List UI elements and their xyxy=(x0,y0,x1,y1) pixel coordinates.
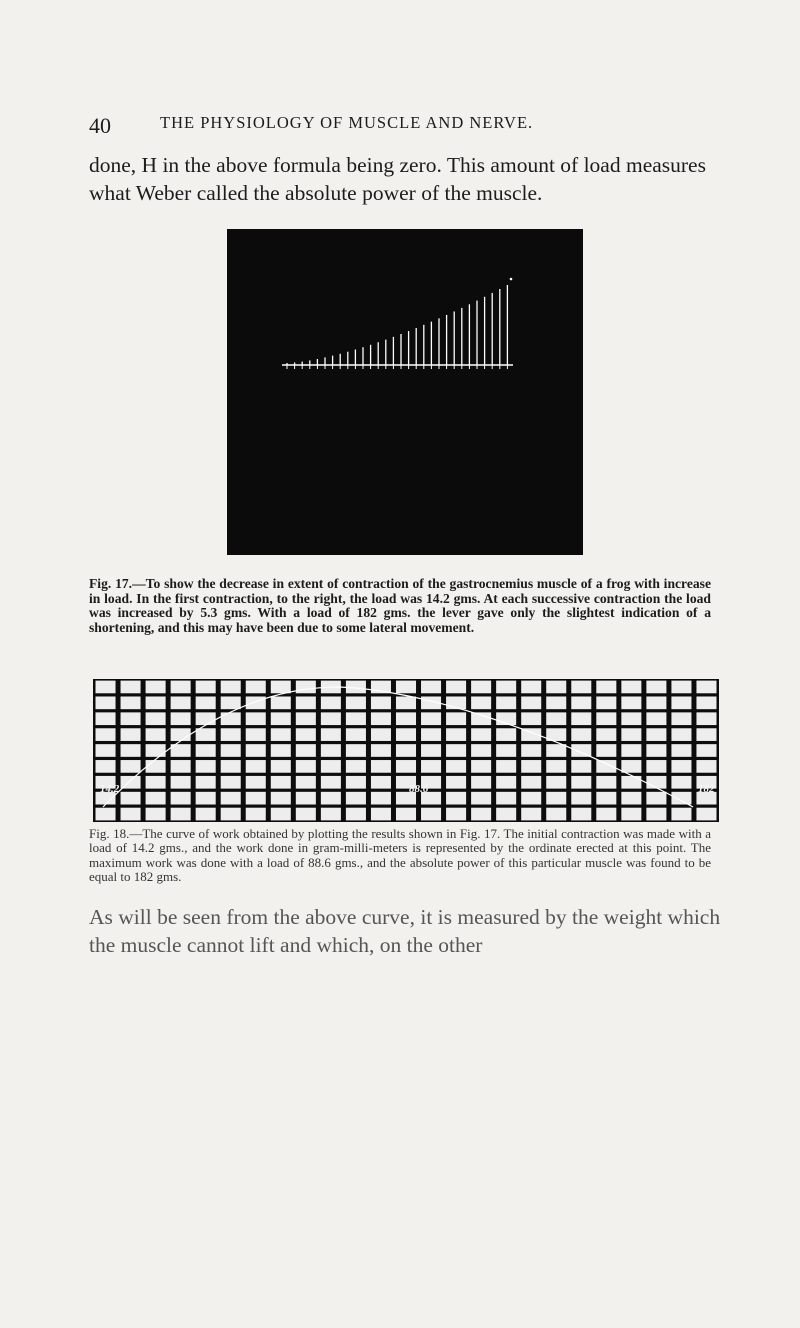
grid-cell xyxy=(396,744,416,757)
grid-cell xyxy=(696,712,716,725)
grid-cell xyxy=(621,760,641,773)
grid-cell xyxy=(196,728,216,741)
grid-cell xyxy=(346,744,366,757)
grid-cell xyxy=(496,808,516,821)
grid-cell xyxy=(596,744,616,757)
grid-cell xyxy=(196,712,216,725)
grid-cell xyxy=(571,760,591,773)
grid-cell xyxy=(146,792,166,805)
grid-cell xyxy=(221,728,241,741)
figure-17-plate xyxy=(227,229,583,555)
grid-cell xyxy=(446,728,466,741)
grid-cell xyxy=(671,728,691,741)
grid-cell xyxy=(596,808,616,821)
grid-cell xyxy=(221,696,241,709)
grid-cell xyxy=(421,728,441,741)
grid-cell xyxy=(271,776,291,789)
grid-cell xyxy=(421,744,441,757)
grid-cell xyxy=(296,728,316,741)
grid-cell xyxy=(546,760,566,773)
grid-cell xyxy=(321,712,341,725)
grid-cell xyxy=(396,681,416,694)
grid-cell xyxy=(296,696,316,709)
grid-cell xyxy=(671,712,691,725)
grid-cell xyxy=(271,792,291,805)
grid-cell xyxy=(371,744,391,757)
grid-cell xyxy=(621,681,641,694)
grid-cell xyxy=(521,744,541,757)
grid-cell xyxy=(146,760,166,773)
grid-cell xyxy=(371,808,391,821)
grid-cell xyxy=(571,681,591,694)
grid-cell xyxy=(196,681,216,694)
grid-cell xyxy=(346,776,366,789)
speck xyxy=(510,278,513,281)
grid-cell xyxy=(271,696,291,709)
grid-cell xyxy=(521,776,541,789)
grid-cell xyxy=(271,712,291,725)
grid-cell xyxy=(471,712,491,725)
grid-cell xyxy=(621,728,641,741)
grid-cell xyxy=(371,696,391,709)
grid-cell xyxy=(621,792,641,805)
grid-cell xyxy=(496,728,516,741)
grid-cell xyxy=(146,808,166,821)
grid-cell xyxy=(271,760,291,773)
grid-cell xyxy=(596,728,616,741)
grid-cell xyxy=(196,760,216,773)
body-paragraph: done, H in the above formula being zero. This amount of load measures what Weber called the absolute power of the muscle. xyxy=(89,153,706,205)
grid-cell xyxy=(221,776,241,789)
grid-cell xyxy=(96,696,116,709)
grid-cell xyxy=(446,760,466,773)
grid-cell xyxy=(646,681,666,694)
grid-cell xyxy=(396,728,416,741)
page-number: 40 xyxy=(89,113,111,138)
grid-cell xyxy=(96,712,116,725)
grid-cell xyxy=(321,744,341,757)
grid-cell xyxy=(121,792,141,805)
grid-cell xyxy=(621,712,641,725)
grid-cell xyxy=(246,696,266,709)
grid-cell xyxy=(96,760,116,773)
grid-cell xyxy=(546,696,566,709)
grid-cell xyxy=(546,808,566,821)
grid-cell xyxy=(421,808,441,821)
grid-cell xyxy=(221,681,241,694)
grid-cell xyxy=(171,792,191,805)
grid-cell xyxy=(496,744,516,757)
grid-cell xyxy=(121,760,141,773)
grid-cell xyxy=(221,792,241,805)
grid-cell xyxy=(521,808,541,821)
grid-cell xyxy=(521,712,541,725)
grid-cell xyxy=(171,696,191,709)
grid-cell xyxy=(621,696,641,709)
grid-cell xyxy=(496,760,516,773)
grid-cell xyxy=(696,744,716,757)
grid-cell xyxy=(196,808,216,821)
grid-cell xyxy=(246,776,266,789)
grid-cell xyxy=(646,808,666,821)
grid-cell xyxy=(371,728,391,741)
grid-cell xyxy=(621,744,641,757)
grid-cell xyxy=(571,792,591,805)
grid-cell xyxy=(271,808,291,821)
grid-cell xyxy=(521,681,541,694)
grid-cell xyxy=(446,776,466,789)
grid-cell xyxy=(671,696,691,709)
body-paragraph: As will be seen from the above curve, it is measured by the weight which the muscle cannot lift and which, on the other xyxy=(89,905,721,957)
grid-cell xyxy=(396,808,416,821)
grid-cell xyxy=(521,760,541,773)
grid-cell xyxy=(346,808,366,821)
grid-cell xyxy=(321,728,341,741)
grid-cell xyxy=(646,712,666,725)
grid-cell xyxy=(446,744,466,757)
axis-label-left: 14.2 xyxy=(100,783,120,795)
grid-cell xyxy=(196,696,216,709)
grid-cell xyxy=(371,776,391,789)
grid-cell xyxy=(646,776,666,789)
grid-cell xyxy=(296,776,316,789)
grid-cell xyxy=(421,760,441,773)
grid-cell xyxy=(296,744,316,757)
grid-cell xyxy=(121,712,141,725)
grid-cell xyxy=(546,744,566,757)
grid-cell xyxy=(546,681,566,694)
grid-cell xyxy=(96,744,116,757)
grid-cell xyxy=(596,792,616,805)
grid-cell xyxy=(171,728,191,741)
grid-cell xyxy=(621,776,641,789)
grid-cell xyxy=(296,712,316,725)
grid-cell xyxy=(271,728,291,741)
grid-cell xyxy=(321,760,341,773)
grid-cell xyxy=(571,744,591,757)
figure-18-caption: Fig. 18.—The curve of work obtained by plotting the results shown in Fig. 17. The initial contraction was made with a load of 14.2 gms., and the work done in gram-milli-meters is represented by the ordinate erected at this point. The maximum work was done with a load of 88.6 gms., and the absolute power of this particular muscle was found to be equal to 182 gms. xyxy=(89,826,711,885)
grid-cell xyxy=(696,760,716,773)
grid-cell xyxy=(546,776,566,789)
grid-cell xyxy=(496,681,516,694)
grid-cell xyxy=(446,712,466,725)
grid-cell xyxy=(471,696,491,709)
grid-cell xyxy=(171,760,191,773)
grid-cell xyxy=(646,728,666,741)
grid-cell xyxy=(321,792,341,805)
grid-cell xyxy=(296,760,316,773)
grid-cell xyxy=(321,808,341,821)
grid-cell xyxy=(696,696,716,709)
grid-cell xyxy=(296,681,316,694)
grid-cell xyxy=(121,744,141,757)
grid-cell xyxy=(371,760,391,773)
grid-cell xyxy=(146,681,166,694)
grid-cell xyxy=(596,681,616,694)
grid-cell xyxy=(696,728,716,741)
grid-cell xyxy=(246,808,266,821)
grid-cell xyxy=(571,712,591,725)
grid-cell xyxy=(246,728,266,741)
grid-cell xyxy=(671,776,691,789)
grid-cell xyxy=(596,776,616,789)
figure-17-caption: Fig. 17.—To show the decrease in extent of contraction of the gastrocnemius muscle of a frog with increase in load. In the first contraction, to the right, the load was 14.2 gms. At each successive contraction the load was increased by 5.3 gms. With a load of 182 gms. the lever gave only the slightest indication of a shortening, and this may have been due to some lateral movement. xyxy=(89,576,711,635)
grid-cell xyxy=(471,776,491,789)
grid-cell xyxy=(221,808,241,821)
grid-cell xyxy=(596,712,616,725)
grid-cell xyxy=(271,681,291,694)
grid-cell xyxy=(396,712,416,725)
grid-cell xyxy=(296,792,316,805)
grid-cell xyxy=(496,696,516,709)
grid-cell xyxy=(621,808,641,821)
grid-cell xyxy=(671,792,691,805)
grid-cell xyxy=(671,744,691,757)
grid-cell xyxy=(121,808,141,821)
grid-cell xyxy=(421,712,441,725)
grid-cell xyxy=(196,792,216,805)
figure-17-myogram xyxy=(227,229,583,555)
grid-cell xyxy=(446,792,466,805)
grid-cell xyxy=(571,696,591,709)
grid-cell xyxy=(246,760,266,773)
grid-cell xyxy=(96,681,116,694)
grid-cell xyxy=(246,712,266,725)
grid-cell xyxy=(321,696,341,709)
grid-cell xyxy=(646,760,666,773)
axis-label-middle: 88.6 xyxy=(409,783,429,795)
grid-cell xyxy=(346,712,366,725)
grid-cell xyxy=(571,728,591,741)
figure-18-work-curve xyxy=(93,679,719,822)
grid-cell xyxy=(346,728,366,741)
grid-cell xyxy=(446,808,466,821)
grid-cell xyxy=(396,696,416,709)
grid-cell xyxy=(121,681,141,694)
grid-cell xyxy=(371,712,391,725)
grid-cell xyxy=(471,808,491,821)
grid-cell xyxy=(346,760,366,773)
grid-cell xyxy=(121,728,141,741)
grid-cell xyxy=(171,776,191,789)
grid-cell xyxy=(121,696,141,709)
running-header: THE PHYSIOLOGY OF MUSCLE AND NERVE. xyxy=(160,113,534,132)
grid-cell xyxy=(321,776,341,789)
grid-cell xyxy=(646,696,666,709)
grid-cell xyxy=(571,776,591,789)
grid-cell xyxy=(596,696,616,709)
grid-cell xyxy=(146,712,166,725)
grid-cell xyxy=(521,792,541,805)
grid-cell xyxy=(371,792,391,805)
grid-cell xyxy=(196,744,216,757)
grid-cell xyxy=(346,792,366,805)
grid-cell xyxy=(546,792,566,805)
grid-cell xyxy=(471,792,491,805)
grid-cell xyxy=(96,808,116,821)
grid-cell xyxy=(646,792,666,805)
grid-cell xyxy=(646,744,666,757)
grid-cell xyxy=(96,728,116,741)
grid-cell xyxy=(171,712,191,725)
grid-cell xyxy=(671,808,691,821)
grid-cell xyxy=(146,728,166,741)
grid-cell xyxy=(546,712,566,725)
grid-cell xyxy=(221,760,241,773)
grid-cell xyxy=(221,712,241,725)
grid-cell xyxy=(196,776,216,789)
grid-cell xyxy=(271,744,291,757)
grid-cell xyxy=(421,681,441,694)
grid-cell xyxy=(146,744,166,757)
grid-cell xyxy=(146,776,166,789)
grid-cell xyxy=(246,744,266,757)
grid-cell xyxy=(146,696,166,709)
grid-cell xyxy=(696,681,716,694)
grid-cell xyxy=(496,792,516,805)
grid-cell xyxy=(346,696,366,709)
grid-cell xyxy=(296,808,316,821)
grid-cell xyxy=(246,681,266,694)
grid-cell xyxy=(171,808,191,821)
grid-cell xyxy=(246,792,266,805)
grid-cell xyxy=(471,681,491,694)
grid-cell xyxy=(696,808,716,821)
grid-cell xyxy=(671,681,691,694)
grid-cell xyxy=(671,760,691,773)
grid-cell xyxy=(521,696,541,709)
axis-label-right: 182 xyxy=(698,783,715,795)
grid-cell xyxy=(471,728,491,741)
grid-cell xyxy=(471,744,491,757)
grid-cell xyxy=(396,760,416,773)
grid-cell xyxy=(496,776,516,789)
grid-cell xyxy=(221,744,241,757)
figure-18-plate xyxy=(93,679,719,822)
grid-cell xyxy=(446,681,466,694)
grid-cell xyxy=(471,760,491,773)
grid-cell xyxy=(571,808,591,821)
grid-cell xyxy=(171,681,191,694)
